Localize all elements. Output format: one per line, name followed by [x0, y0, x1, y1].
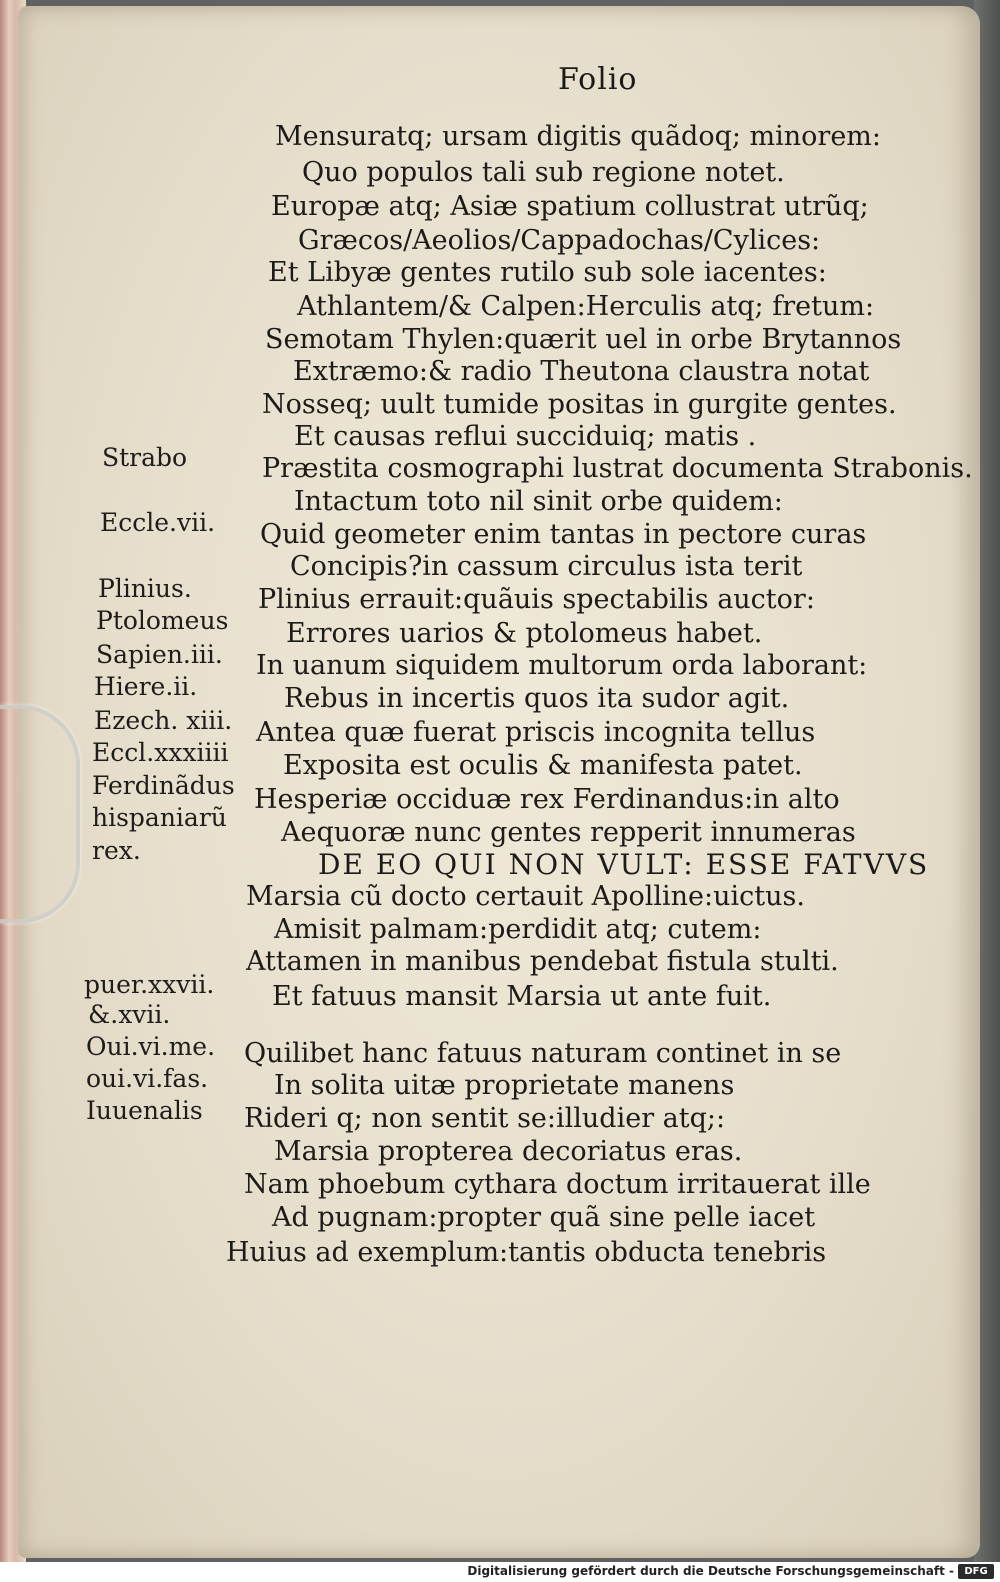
margin-note: oui.vi.fas. — [86, 1064, 209, 1093]
verse-line: Exposita est oculis & manifesta patet. — [283, 750, 803, 781]
verse-line: Attamen in manibus pendebat fistula stulti. — [246, 946, 839, 977]
margin-note: rex. — [92, 836, 141, 865]
verse-line: Ad pugnam:propter quã sine pelle iacet — [272, 1202, 816, 1233]
margin-note: Iuuenalis — [86, 1096, 203, 1125]
verse-line: Marsia propterea decoriatus eras. — [274, 1136, 743, 1167]
margin-note: Ferdinãdus — [92, 771, 235, 800]
verse-line: Marsia cũ docto certauit Apolline:uictus. — [246, 881, 805, 912]
dfg-logo-icon: DFG — [958, 1564, 994, 1579]
verse-line: Huius ad exemplum:tantis obducta tenebris — [226, 1237, 827, 1268]
verse-line: Athlantem/& Calpen:Herculis atq; fretum: — [297, 291, 875, 322]
verse-line: Europæ atq; Asiæ spatium collustrat utrũq; — [271, 191, 869, 222]
verse-line: Amisit palmam:perdidit atq; cutem: — [274, 914, 762, 945]
folio-header: Folio — [558, 62, 638, 97]
margin-note: &.xvii. — [88, 1000, 171, 1029]
verse-line: Græcos/Aeolios/Cappadochas/Cylices: — [298, 225, 821, 256]
verse-line: Extræmo:& radio Theutona claustra notat — [293, 356, 870, 387]
margin-note: Eccle.vii. — [100, 508, 216, 537]
verse-line: Et causas reflui succiduiq; matis . — [294, 421, 757, 452]
margin-note: Plinius. — [98, 574, 192, 603]
verse-line: Concipis?in cassum circulus ista terit — [290, 551, 803, 582]
verse-line: Hesperiæ occiduæ rex Ferdinandus:in alto — [254, 784, 840, 815]
verse-line: Quid geometer enim tantas in pectore curas — [260, 519, 867, 550]
verse-line: Mensuratq; ursam digitis quãdoq; minorem: — [275, 121, 882, 152]
margin-note: hispaniarũ — [92, 803, 227, 832]
verse-line: Rebus in incertis quos ita sudor agit. — [284, 683, 790, 714]
margin-note: Sapien.iii. — [96, 640, 223, 669]
verse-line: Errores uarios & ptolomeus habet. — [286, 618, 763, 649]
margin-note: puer.xxvii. — [84, 970, 215, 999]
verse-line: Et fatuus mansit Marsia ut ante fuit. — [272, 981, 772, 1012]
footer-bar — [0, 1562, 1000, 1582]
verse-line: Semotam Thylen:quærit uel in orbe Brytannos — [265, 324, 902, 355]
verse-line: Intactum toto nil sinit orbe quidem: — [294, 486, 783, 517]
margin-note: Oui.vi.me. — [86, 1032, 216, 1061]
margin-note: Strabo — [102, 443, 188, 472]
verse-line: Antea quæ fuerat priscis incognita tellus — [256, 717, 816, 748]
verse-line: In solita uitæ proprietate manens — [274, 1070, 735, 1101]
verse-line: Præstita cosmographi lustrat documenta Strabonis. — [262, 453, 973, 484]
margin-note: Ezech. xiii. — [94, 706, 233, 735]
verse-line: Quilibet hanc fatuus naturam continet in se — [244, 1038, 842, 1069]
verse-line: In uanum siquidem multorum orda laborant: — [256, 650, 868, 681]
footer-credit: Digitalisierung gefördert durch die Deutsche Forschungsgemeinschaft - — [467, 1564, 954, 1578]
verse-line: Nosseq; uult tumide positas in gurgite gentes. — [262, 389, 897, 420]
verse-line: Aequoræ nunc gentes repperit innumeras — [281, 817, 856, 848]
verse-line: Nam phoebum cythara doctum irritauerat ille — [244, 1169, 871, 1200]
margin-note: Ptolomeus — [96, 606, 229, 635]
paper-clip-icon — [0, 705, 80, 923]
margin-note: Hiere.ii. — [94, 672, 198, 701]
verse-line: Et Libyæ gentes rutilo sub sole iacentes: — [268, 257, 827, 288]
verse-line: Plinius errauit:quãuis spectabilis auctor: — [258, 584, 815, 615]
verse-line: Quo populos tali sub regione notet. — [302, 157, 785, 188]
chapter-heading: DE EO QUI NON VULT: ESSE FATVVS — [318, 848, 930, 881]
margin-note: Eccl.xxxiiii — [92, 738, 229, 767]
verse-line: Rideri q; non sentit se:illudier atq;: — [244, 1103, 726, 1134]
